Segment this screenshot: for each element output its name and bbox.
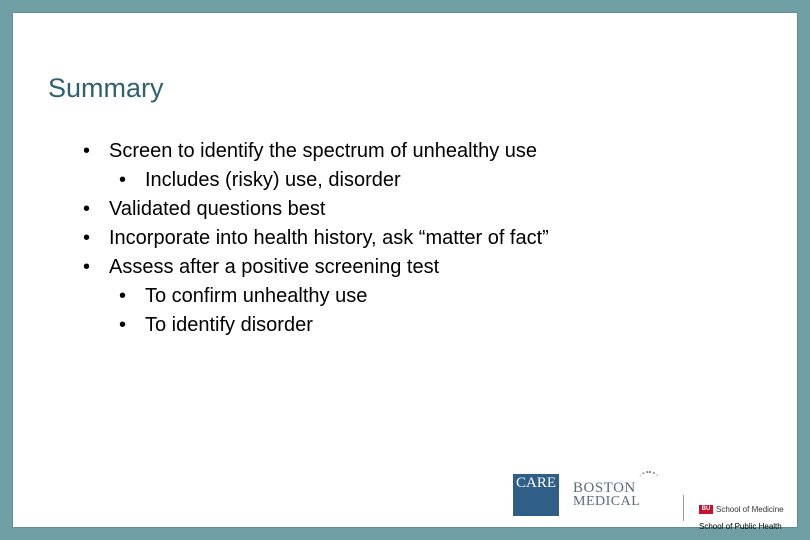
bullet-dot: • — [83, 140, 91, 162]
school-of-public-health-label: School of Public Health — [699, 522, 782, 531]
bullet-text: Screen to identify the spectrum of unhealthy use — [109, 140, 538, 162]
bullet-item — [83, 253, 549, 282]
bullet-item — [83, 137, 549, 166]
slide — [13, 13, 797, 531]
bullet-dot: • — [119, 314, 127, 336]
footer-logos — [513, 473, 793, 531]
bullet-text: Assess after a positive screening test — [109, 256, 440, 278]
sunburst-icon — [639, 471, 659, 487]
care-logo-text: CARE — [515, 475, 556, 491]
bullet-text: To confirm unhealthy use — [145, 285, 368, 307]
bu-badge: BU — [699, 505, 713, 514]
slide-title: Summary — [48, 73, 164, 103]
bullet-dot: • — [83, 198, 91, 220]
boston-medical-logo — [573, 481, 663, 519]
boston-medical-line2: MEDICAL — [573, 494, 641, 509]
sub-bullet-item — [83, 166, 549, 195]
care-logo — [513, 474, 559, 516]
bullet-dot: • — [83, 227, 91, 249]
bullet-text: To identify disorder — [145, 314, 313, 336]
school-of-medicine-label: School of Medicine — [716, 505, 784, 514]
boston-medical-line1: BOSTON — [573, 480, 636, 496]
bullet-list — [83, 137, 549, 340]
logo-divider — [683, 495, 684, 521]
bullet-text: Incorporate into health history, ask “matter of fact” — [109, 227, 549, 249]
bullet-item — [83, 195, 549, 224]
bullet-text: Validated questions best — [109, 198, 326, 220]
bullet-dot: • — [83, 256, 91, 278]
sub-bullet-item — [83, 282, 549, 311]
sub-bullet-item — [83, 311, 549, 340]
bullet-dot: • — [119, 169, 127, 191]
bullet-dot: • — [119, 285, 127, 307]
bullet-item — [83, 224, 549, 253]
bullet-text: Includes (risky) use, disorder — [145, 169, 401, 191]
